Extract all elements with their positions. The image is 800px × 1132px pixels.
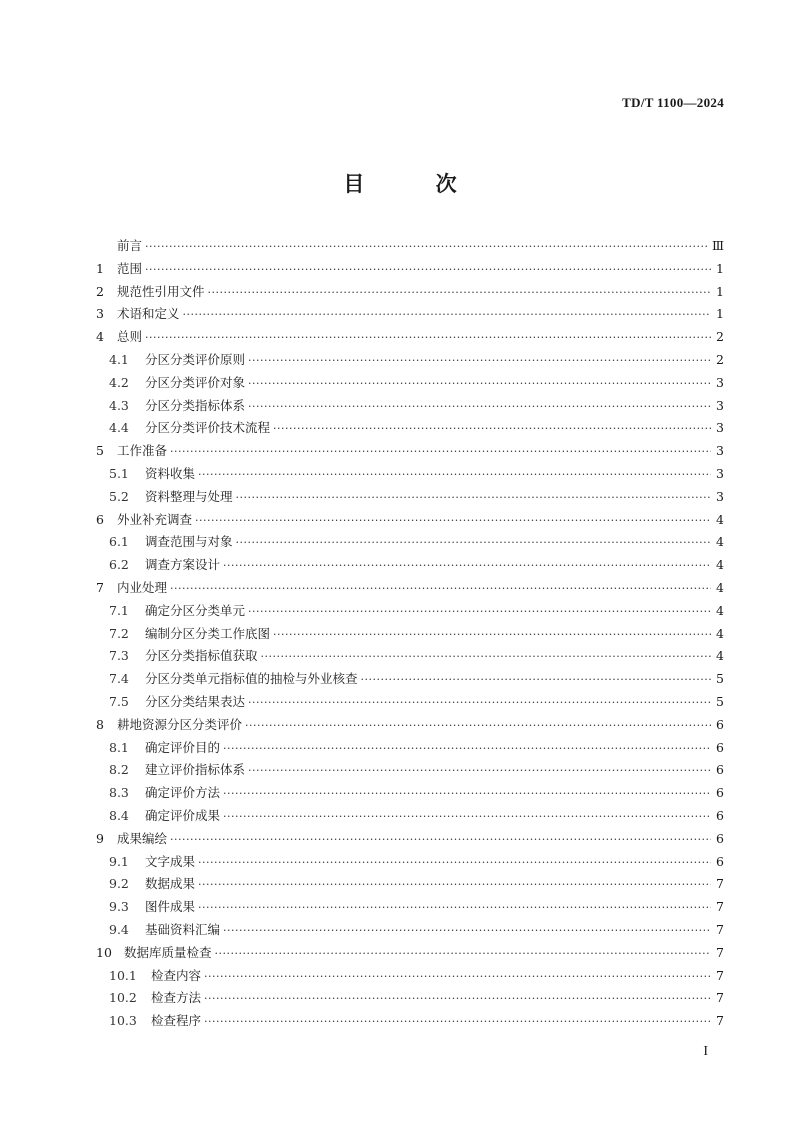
toc-entry-label: 检查方法 — [151, 990, 202, 1006]
toc-entry[interactable] — [96, 601, 724, 624]
toc-dot-leader — [273, 628, 711, 641]
toc-entry-page: 3 — [716, 420, 724, 436]
toc-entry-page: 6 — [716, 739, 724, 755]
toc-dot-leader — [170, 582, 711, 595]
toc-dot-leader — [204, 970, 711, 983]
toc-dot-leader — [236, 491, 711, 504]
toc-entry[interactable] — [96, 624, 724, 647]
toc-dot-leader — [223, 559, 711, 572]
toc-dot-leader — [145, 240, 709, 253]
toc-entry-page: 7 — [716, 899, 724, 915]
toc-entry[interactable] — [96, 396, 724, 419]
toc-entry[interactable] — [96, 692, 724, 715]
toc-dot-leader — [170, 833, 711, 846]
toc-dot-leader — [248, 605, 711, 618]
toc-entry-number: 8 — [96, 716, 104, 732]
toc-entry-page: 3 — [716, 374, 724, 390]
toc-entry-label: 分区分类评价技术流程 — [145, 420, 271, 436]
toc-dot-leader — [198, 878, 711, 891]
toc-entry[interactable] — [96, 852, 724, 875]
toc-entry[interactable] — [96, 874, 724, 897]
toc-entry-label: 外业补充调查 — [117, 511, 193, 527]
toc-entry[interactable] — [96, 943, 724, 966]
toc-entry-number: 8.1 — [109, 739, 129, 755]
toc-entry-number: 7.3 — [109, 648, 129, 664]
toc-entry-label: 编制分区分类工作底图 — [145, 625, 271, 641]
toc-dot-leader — [236, 536, 711, 549]
toc-entry[interactable] — [96, 555, 724, 578]
toc-entry-page: 6 — [716, 853, 724, 869]
toc-entry-label: 分区分类评价对象 — [145, 374, 246, 390]
toc-entry-page: 4 — [716, 534, 724, 550]
toc-dot-leader — [170, 445, 711, 458]
toc-entry-label: 分区分类结果表达 — [145, 693, 246, 709]
toc-entry-number: 1 — [96, 260, 104, 276]
toc-entry-label: 分区分类单元指标值的抽检与外业核查 — [145, 671, 358, 687]
toc-entry-number: 9 — [96, 830, 104, 846]
toc-entry-number: 5 — [96, 443, 104, 459]
toc-entry-page: 4 — [716, 625, 724, 641]
toc-entry-page: 6 — [716, 807, 724, 823]
toc-entry-label: 确定评价方法 — [145, 785, 221, 801]
toc-entry-page: 6 — [716, 716, 724, 732]
toc-entry-number: 7.2 — [109, 625, 129, 641]
toc-dot-leader — [183, 308, 711, 321]
standard-code: TD/T 1100—2024 — [622, 95, 724, 110]
toc-dot-leader — [198, 468, 711, 481]
toc-entry[interactable] — [96, 669, 724, 692]
toc-dot-leader — [261, 650, 711, 663]
toc-dot-leader — [248, 764, 711, 777]
toc-entry-label: 规范性引用文件 — [117, 283, 205, 299]
toc-entry-label: 调查方案设计 — [145, 557, 221, 573]
toc-entry-label: 资料整理与处理 — [145, 488, 233, 504]
toc-entry-number: 9.3 — [109, 899, 129, 915]
toc-entry[interactable] — [96, 487, 724, 510]
toc-entry-number: 7 — [96, 579, 104, 595]
toc-entry-label: 文字成果 — [145, 853, 196, 869]
toc-dot-leader — [248, 354, 711, 367]
toc-dot-leader — [195, 514, 711, 527]
toc-entry-label: 确定评价成果 — [145, 807, 221, 823]
toc-entry[interactable] — [96, 418, 724, 441]
toc-entry[interactable] — [96, 829, 724, 852]
toc-entry-page: 7 — [716, 921, 724, 937]
toc-entry-number: 5.2 — [109, 488, 129, 504]
toc-entry-number: 7.5 — [109, 693, 129, 709]
toc-entry-number: 8.3 — [109, 785, 129, 801]
toc-entry[interactable] — [96, 738, 724, 761]
toc-entry[interactable] — [96, 304, 724, 327]
toc-entry-label: 内业处理 — [117, 579, 168, 595]
toc-entry[interactable] — [96, 760, 724, 783]
toc-entry[interactable] — [96, 1011, 724, 1034]
toc-entry-label: 耕地资源分区分类评价 — [117, 716, 243, 732]
toc-entry[interactable] — [96, 327, 724, 350]
toc-entry[interactable] — [96, 920, 724, 943]
toc-entry-number: 4.2 — [109, 374, 129, 390]
toc-entry-page: 4 — [716, 602, 724, 618]
toc-entry-label: 工作准备 — [117, 443, 168, 459]
toc-entry-number: 9.1 — [109, 853, 129, 869]
toc-dot-leader — [204, 1015, 711, 1028]
toc-entry[interactable] — [96, 532, 724, 555]
toc-entry-page: 7 — [716, 876, 724, 892]
toc-entry-label: 建立评价指标体系 — [145, 762, 246, 778]
toc-entry-number: 8.4 — [109, 807, 129, 823]
toc-entry-page: 3 — [716, 465, 724, 481]
toc-entry-number: 2 — [96, 283, 104, 299]
toc-entry[interactable] — [96, 464, 724, 487]
toc-entry-number: 4.4 — [109, 420, 129, 436]
toc-entry[interactable] — [96, 282, 724, 305]
toc-entry-page: Ⅲ — [711, 238, 724, 253]
toc-entry-page: 4 — [716, 648, 724, 664]
toc-entry[interactable] — [96, 966, 724, 989]
toc-entry-number: 9.4 — [109, 921, 129, 937]
toc-entry[interactable] — [96, 715, 724, 738]
toc-entry-page: 5 — [716, 693, 724, 709]
toc-entry-number: 10.3 — [109, 1013, 137, 1029]
toc-dot-leader — [223, 810, 711, 823]
toc-entry-number: 5.1 — [109, 465, 129, 481]
toc-entry[interactable] — [96, 441, 724, 464]
toc-entry-page: 2 — [716, 351, 724, 367]
toc-dot-leader — [223, 924, 711, 937]
toc-dot-leader — [198, 856, 711, 869]
toc-entry-label: 图件成果 — [145, 899, 196, 915]
toc-entry-label: 基础资料汇编 — [145, 921, 221, 937]
toc-entry-label: 调查范围与对象 — [145, 534, 233, 550]
toc-entry-label: 确定分区分类单元 — [145, 602, 246, 618]
toc-entry[interactable] — [96, 510, 724, 533]
toc-dot-leader — [248, 377, 711, 390]
toc-entry-number: 7.1 — [109, 602, 129, 618]
toc-entry-number: 6.1 — [109, 534, 129, 550]
toc-entry-number: 8.2 — [109, 762, 129, 778]
toc-dot-leader — [273, 422, 711, 435]
toc-entry-number: 6 — [96, 511, 104, 527]
toc-dot-leader — [248, 400, 711, 413]
toc-entry[interactable] — [96, 578, 724, 601]
toc-entry-page: 4 — [716, 557, 724, 573]
toc-entry-label: 资料收集 — [145, 465, 196, 481]
toc-entry[interactable] — [96, 806, 724, 829]
toc-entry-page: 3 — [716, 488, 724, 504]
toc-entry-label: 术语和定义 — [117, 306, 180, 322]
toc-entry-page: 1 — [716, 306, 724, 322]
toc-entry-number: 10.2 — [109, 990, 137, 1006]
toc-dot-leader — [223, 787, 711, 800]
toc-entry-number: 6.2 — [109, 557, 129, 573]
toc-entry-page: 3 — [716, 443, 724, 459]
toc-entry-number: 4 — [96, 329, 104, 345]
toc-dot-leader — [204, 992, 711, 1005]
toc-entry-number: 10.1 — [109, 967, 137, 983]
toc-entry-label: 检查内容 — [151, 967, 202, 983]
toc-entry-number: 3 — [96, 306, 104, 322]
toc-entry-page: 7 — [716, 990, 724, 1006]
toc-entry-page: 3 — [716, 397, 724, 413]
toc-entry-number: 9.2 — [109, 876, 129, 892]
toc-entry-label: 总则 — [117, 329, 143, 345]
toc-entry-page: 1 — [716, 260, 724, 276]
toc-entry-number: 4.3 — [109, 397, 129, 413]
toc-dot-leader — [145, 331, 711, 344]
toc-dot-leader — [198, 901, 711, 914]
toc-dot-leader — [361, 673, 711, 686]
toc-entry[interactable] — [96, 373, 724, 396]
toc-entry-page: 7 — [716, 944, 724, 960]
toc-entry[interactable] — [96, 259, 724, 282]
toc-entry-number: 4.1 — [109, 351, 129, 367]
toc-dot-leader — [248, 696, 711, 709]
toc-entry-label: 数据成果 — [145, 876, 196, 892]
toc-entry-label: 分区分类评价原则 — [145, 351, 246, 367]
toc-entry-page: 7 — [716, 1013, 724, 1029]
toc-entry-page: 6 — [716, 785, 724, 801]
toc-entry-label: 检查程序 — [151, 1013, 202, 1029]
toc-entry[interactable] — [96, 897, 724, 920]
toc-entry[interactable] — [96, 350, 724, 373]
toc-entry-page: 4 — [716, 511, 724, 527]
toc-entry[interactable] — [96, 988, 724, 1011]
toc-entry-page: 7 — [716, 967, 724, 983]
toc-entry-label: 分区分类指标值获取 — [145, 648, 258, 664]
toc-entry-page: 1 — [716, 283, 724, 299]
toc-dot-leader — [223, 742, 711, 755]
toc-entry[interactable] — [96, 783, 724, 806]
toc-entry-label: 范围 — [117, 260, 143, 276]
page-title: 目 次 — [343, 171, 489, 196]
toc-entry-page: 5 — [716, 671, 724, 687]
toc-entry-label: 分区分类指标体系 — [145, 397, 246, 413]
toc-entry-label: 前言 — [117, 238, 143, 253]
toc-dot-leader — [145, 263, 711, 276]
toc-dot-leader — [208, 286, 711, 299]
toc-entry-label: 确定评价目的 — [145, 739, 221, 755]
toc-entry-label: 成果编绘 — [117, 830, 168, 846]
toc-entry-page: 2 — [716, 329, 724, 345]
page-number: I — [703, 1044, 708, 1059]
toc-entry[interactable] — [96, 646, 724, 669]
toc-entry-page: 4 — [716, 579, 724, 595]
toc-entry-label: 数据库质量检查 — [124, 944, 212, 960]
toc-entry-number: 10 — [96, 944, 112, 960]
toc-entry-page: 6 — [716, 830, 724, 846]
toc-entry[interactable] — [96, 236, 724, 259]
toc-entry-number: 7.4 — [109, 671, 129, 687]
toc-dot-leader — [245, 719, 711, 732]
toc-entry-page: 6 — [716, 762, 724, 778]
toc-dot-leader — [215, 947, 711, 960]
table-of-contents — [96, 236, 724, 1034]
